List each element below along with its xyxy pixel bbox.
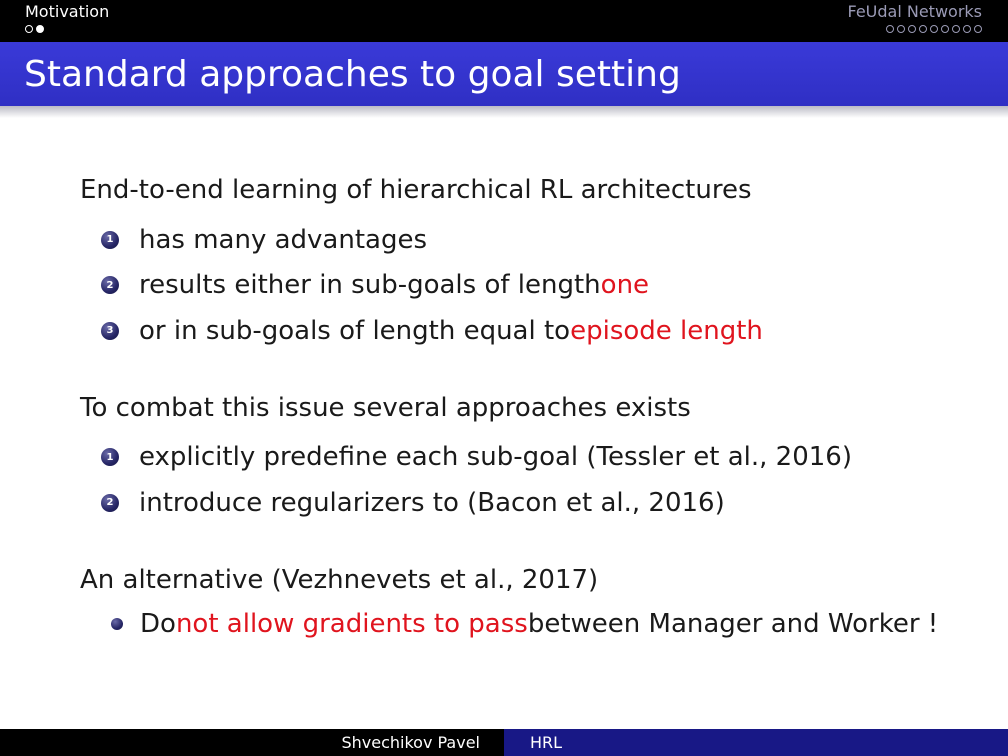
title-band [0,42,1008,106]
item-text: Do [140,609,176,640]
footer-bar [0,729,1008,756]
frame-dot[interactable] [930,25,938,33]
item-text: between Manager and Worker ! [527,609,939,640]
block-combat-issue [80,390,980,526]
block-heading: An alternative (Vezhnevets et al., 2017) [80,564,599,595]
frame-dot[interactable] [941,25,949,33]
frame-dot-1[interactable] [25,25,33,33]
nav-section-label: Motivation [25,2,110,21]
footer-author: Shvechikov Pavel [0,729,504,756]
nav-section-motivation[interactable] [25,2,109,33]
frame-dot[interactable] [974,25,982,33]
bullet-ball-icon [111,618,123,630]
enumeration-ball: 3 [101,322,119,340]
item-text: results either in sub-goals of length [139,270,601,301]
list-item [80,308,980,354]
highlighted-text: episode length [570,315,763,346]
frame-dot[interactable] [897,25,905,33]
frame-dot-current[interactable] [36,25,44,33]
enumeration-ball: 2 [101,276,119,294]
item-text: introduce regularizers to (Bacon et al., 2016) [139,487,725,518]
list-item [80,435,980,481]
bullet-list [80,602,980,648]
block-heading: End-to-end learning of hierarchical RL architectures [80,175,752,205]
nav-frame-dots [25,25,109,33]
frame-dot[interactable] [908,25,916,33]
highlighted-text: not allow gradients to pass [175,609,528,640]
nav-section-label: FeUdal Networks [847,2,982,21]
block-end-to-end [80,172,980,354]
item-text: explicitly predefine each sub-goal (Tessler et al., 2016) [139,442,852,473]
slide-content [80,172,980,683]
item-text: has many advantages [139,224,428,255]
frame-dot[interactable] [919,25,927,33]
highlighted-text: one [600,270,650,301]
enumeration-ball: 2 [101,494,119,512]
block-heading: To combat this issue several approaches exists [80,392,691,423]
slide-title: Standard approaches to goal setting [24,54,681,95]
enumeration-ball: 1 [101,448,119,466]
numbered-list [80,435,980,526]
top-navigation-bar [0,0,1008,42]
enumeration-ball: 1 [101,231,119,249]
frame-dot[interactable] [886,25,894,33]
block-alternative [80,562,980,648]
list-item [80,217,980,263]
list-item [80,602,980,648]
list-item [80,480,980,526]
numbered-list [80,217,980,354]
nav-frame-dots [847,25,982,33]
frame-dot[interactable] [952,25,960,33]
footer-short-title: HRL [504,729,1008,756]
nav-section-feudal[interactable] [847,2,982,33]
item-text: or in sub-goals of length equal to [139,315,571,346]
frame-dot[interactable] [963,25,971,33]
list-item [80,263,980,309]
